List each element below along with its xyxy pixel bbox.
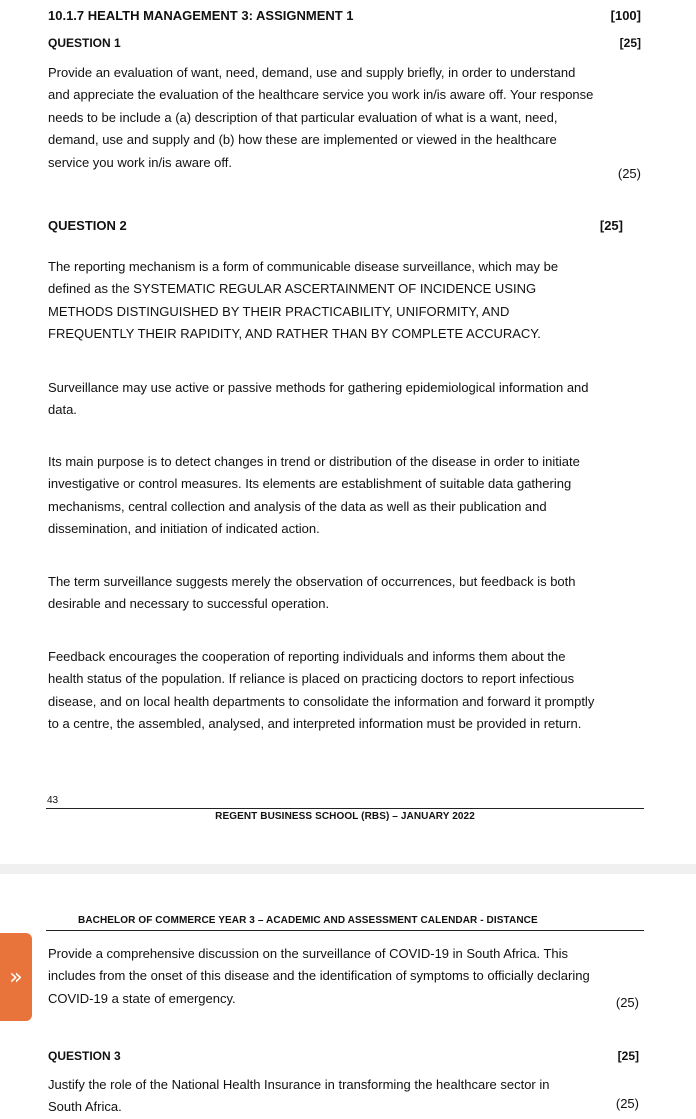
text-line: South Africa. [48,1099,122,1115]
question-3-sub-marks: (25) [615,1096,639,1111]
question-1-text [48,62,644,174]
text-line: data. [48,402,77,418]
footer-rule [46,808,644,809]
text-line: and appreciate the evaluation of the healthcare service you work in/is aware off. Your response [48,87,594,103]
text-line: METHODS DISTINGUISHED BY THEIR PRACTICABILITY, UNIFORMITY, AND [48,303,510,319]
text-line: COVID-19 a state of emergency. [48,990,236,1006]
document-page-2 [0,874,696,1115]
text-line: health status of the population. If reliance is placed on practicing doctors to report infectious [48,671,575,687]
page-gap [0,864,696,874]
question-2-paragraph-4 [48,571,644,616]
page-number: 43 [47,795,59,806]
text-line: Its main purpose is to detect changes in trend or distribution of the disease in order to initiate [48,454,580,469]
question-2-paragraph-1 [48,256,644,346]
question-1-marks: [25] [619,36,641,50]
text-line: Feedback encourages the cooperation of reporting individuals and informs them about the [48,649,566,664]
text-line: Surveillance may use active or passive methods for gathering epidemiological information and [48,380,589,395]
question-2-paragraph-3 [48,451,644,541]
text-line: defined as the SYSTEMATIC REGULAR ASCERTAINMENT OF INCIDENCE USING [48,281,537,297]
text-line: demand, use and supply and (b) how these are implemented or viewed in the healthcare [48,132,557,148]
question-2-paragraph-2 [48,377,644,422]
text-line: service you work in/is aware off. [48,154,232,170]
question-3-label: QUESTION 3 [48,1049,121,1063]
text-line: to a centre, the assembled, analysed, and interpreted information must be provided in return. [48,716,582,732]
question-1-label: QUESTION 1 [48,36,121,50]
question-2-marks: [25] [599,218,623,233]
text-line: Provide an evaluation of want, need, demand, use and supply briefly, in order to understand [48,65,576,80]
text-line: disease, and on local health departments to consolidate the information and forward it promptly [48,693,595,709]
text-line: The term surveillance suggests merely the observation of occurrences, but feedback is both [48,574,576,589]
question-3-text [48,1074,644,1119]
question-2-paragraph-5 [48,646,644,736]
header-rule [46,930,644,931]
text-line: Provide a comprehensive discussion on the surveillance of COVID-19 in South Africa. This [48,946,569,961]
text-line: Justify the role of the National Health Insurance in transforming the healthcare sector in [48,1077,550,1092]
text-line: FREQUENTLY THEIR RAPIDITY, AND RATHER THAN BY COMPLETE ACCURACY. [48,326,541,342]
assignment-title: 10.1.7 HEALTH MANAGEMENT 3: ASSIGNMENT 1 [48,8,354,23]
question-2-continued-marks: (25) [615,995,639,1010]
text-line: needs to be include a (a) description of that particular evaluation of what is a want, need, [48,109,558,125]
page-header: BACHELOR OF COMMERCE YEAR 3 – ACADEMIC AND ASSESSMENT CALENDAR - DISTANCE [78,915,538,926]
question-1-sub-marks: (25) [617,166,641,181]
text-line: The reporting mechanism is a form of communicable disease surveillance, which may be [48,259,559,274]
text-line: investigative or control measures. Its elements are establishment of suitable data gathering [48,476,572,492]
page-footer: REGENT BUSINESS SCHOOL (RBS) – JANUARY 2022 [215,811,475,822]
text-line: mechanisms, central collection and analysis of the data as well as their publication and [48,498,547,514]
side-panel-toggle[interactable] [0,933,32,1021]
question-2-label: QUESTION 2 [48,218,127,233]
text-line: desirable and necessary to successful operation. [48,596,330,612]
double-chevron-right-icon: » [9,964,23,990]
assignment-total-marks: [100] [610,8,641,23]
text-line: includes from the onset of this disease and the identification of symptoms to officially declaring [48,968,590,984]
question-2-continued-text [48,943,644,1010]
question-3-marks: [25] [617,1049,639,1063]
text-line: dissemination, and initiation of indicated action. [48,521,320,537]
